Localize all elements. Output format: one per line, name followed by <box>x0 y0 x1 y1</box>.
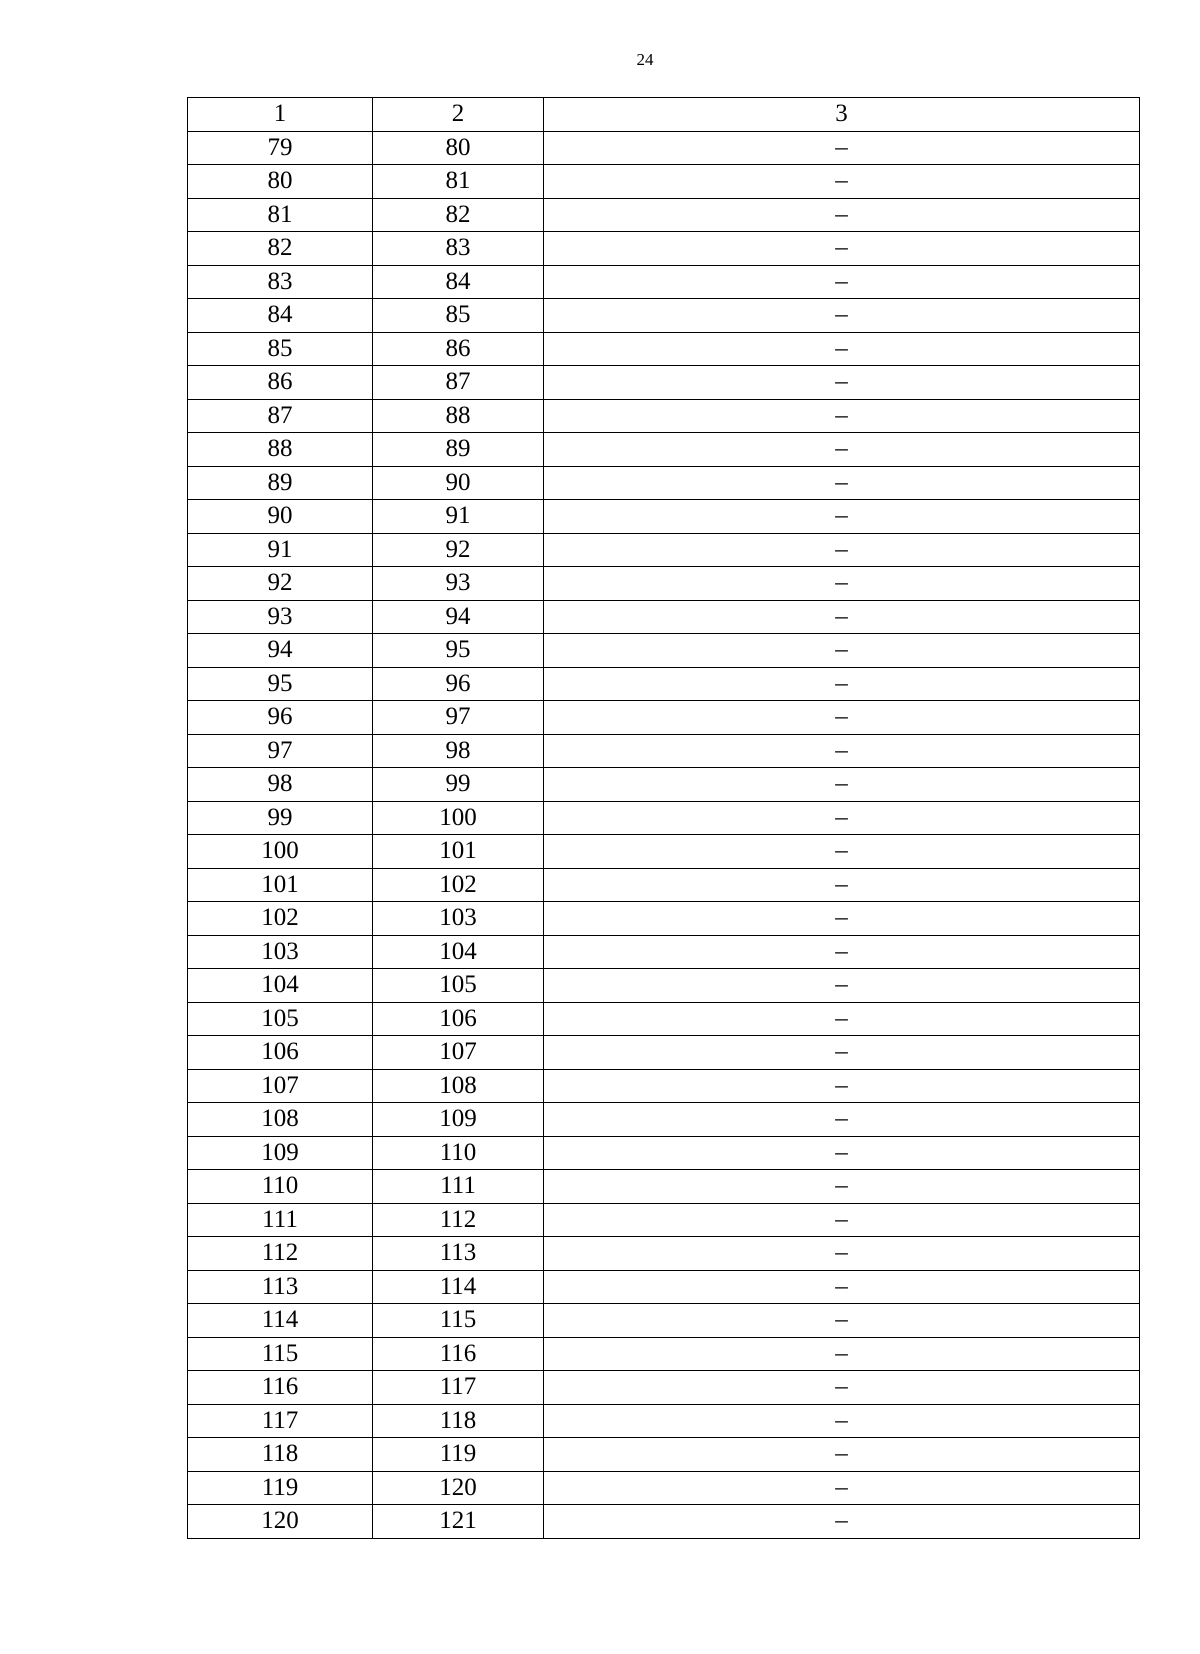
cell-col-2: 97 <box>373 701 544 735</box>
cell-col-1: 115 <box>188 1337 373 1371</box>
cell-col-1: 92 <box>188 567 373 601</box>
cell-col-3: – <box>544 667 1140 701</box>
cell-col-2: 92 <box>373 533 544 567</box>
cell-col-2: 80 <box>373 131 544 165</box>
cell-col-2: 121 <box>373 1505 544 1539</box>
cell-col-2: 96 <box>373 667 544 701</box>
table-row <box>188 701 1140 735</box>
cell-col-3: – <box>544 701 1140 735</box>
table-row <box>188 935 1140 969</box>
header-row <box>188 98 1140 132</box>
cell-col-2: 98 <box>373 734 544 768</box>
cell-col-2: 82 <box>373 198 544 232</box>
cell-col-3: – <box>544 433 1140 467</box>
cell-col-2: 104 <box>373 935 544 969</box>
table-row <box>188 165 1140 199</box>
cell-col-2: 108 <box>373 1069 544 1103</box>
cell-col-3: – <box>544 1036 1140 1070</box>
cell-col-3: – <box>544 567 1140 601</box>
cell-col-3: – <box>544 969 1140 1003</box>
table-row <box>188 198 1140 232</box>
cell-col-1: 97 <box>188 734 373 768</box>
table-row <box>188 1203 1140 1237</box>
cell-col-2: 117 <box>373 1371 544 1405</box>
cell-col-2: 110 <box>373 1136 544 1170</box>
cell-col-2: 116 <box>373 1337 544 1371</box>
cell-col-3: – <box>544 1270 1140 1304</box>
cell-col-1: 110 <box>188 1170 373 1204</box>
table-body <box>188 131 1140 1538</box>
cell-col-3: – <box>544 198 1140 232</box>
cell-col-2: 120 <box>373 1471 544 1505</box>
cell-col-2: 89 <box>373 433 544 467</box>
cell-col-1: 81 <box>188 198 373 232</box>
cell-col-2: 106 <box>373 1002 544 1036</box>
cell-col-3: – <box>544 935 1140 969</box>
column-header-1: 1 <box>188 98 373 132</box>
cell-col-3: – <box>544 1471 1140 1505</box>
cell-col-1: 116 <box>188 1371 373 1405</box>
cell-col-3: – <box>544 533 1140 567</box>
table-row <box>188 265 1140 299</box>
cell-col-1: 96 <box>188 701 373 735</box>
table-row <box>188 768 1140 802</box>
cell-col-3: – <box>544 366 1140 400</box>
cell-col-1: 104 <box>188 969 373 1003</box>
column-header-3: 3 <box>544 98 1140 132</box>
table-row <box>188 366 1140 400</box>
cell-col-2: 95 <box>373 634 544 668</box>
cell-col-1: 107 <box>188 1069 373 1103</box>
cell-col-3: – <box>544 835 1140 869</box>
cell-col-2: 99 <box>373 768 544 802</box>
table-row <box>188 433 1140 467</box>
cell-col-3: – <box>544 1136 1140 1170</box>
table-row <box>188 500 1140 534</box>
cell-col-1: 102 <box>188 902 373 936</box>
table-row <box>188 466 1140 500</box>
cell-col-3: – <box>544 600 1140 634</box>
cell-col-2: 90 <box>373 466 544 500</box>
table-row <box>188 1036 1140 1070</box>
cell-col-1: 109 <box>188 1136 373 1170</box>
cell-col-2: 87 <box>373 366 544 400</box>
table-row <box>188 1069 1140 1103</box>
cell-col-3: – <box>544 1304 1140 1338</box>
table-row <box>188 734 1140 768</box>
cell-col-2: 119 <box>373 1438 544 1472</box>
cell-col-3: – <box>544 299 1140 333</box>
cell-col-2: 113 <box>373 1237 544 1271</box>
cell-col-3: – <box>544 1404 1140 1438</box>
table-row <box>188 1170 1140 1204</box>
cell-col-1: 106 <box>188 1036 373 1070</box>
cell-col-2: 109 <box>373 1103 544 1137</box>
table-row <box>188 533 1140 567</box>
cell-col-1: 118 <box>188 1438 373 1472</box>
table-row <box>188 868 1140 902</box>
cell-col-3: – <box>544 1170 1140 1204</box>
table-row <box>188 1103 1140 1137</box>
cell-col-2: 83 <box>373 232 544 266</box>
cell-col-1: 113 <box>188 1270 373 1304</box>
cell-col-1: 117 <box>188 1404 373 1438</box>
cell-col-3: – <box>544 500 1140 534</box>
cell-col-3: – <box>544 734 1140 768</box>
cell-col-2: 107 <box>373 1036 544 1070</box>
cell-col-3: – <box>544 1069 1140 1103</box>
cell-col-2: 86 <box>373 332 544 366</box>
cell-col-3: – <box>544 399 1140 433</box>
cell-col-3: – <box>544 1103 1140 1137</box>
table-row <box>188 634 1140 668</box>
cell-col-3: – <box>544 902 1140 936</box>
table-row <box>188 131 1140 165</box>
cell-col-3: – <box>544 232 1140 266</box>
cell-col-3: – <box>544 466 1140 500</box>
column-header-2: 2 <box>373 98 544 132</box>
cell-col-2: 105 <box>373 969 544 1003</box>
table-row <box>188 1237 1140 1271</box>
table-row <box>188 902 1140 936</box>
cell-col-3: – <box>544 1337 1140 1371</box>
data-table <box>187 97 1140 1539</box>
cell-col-1: 103 <box>188 935 373 969</box>
cell-col-2: 91 <box>373 500 544 534</box>
cell-col-3: – <box>544 868 1140 902</box>
cell-col-1: 98 <box>188 768 373 802</box>
table-row <box>188 1438 1140 1472</box>
cell-col-3: – <box>544 131 1140 165</box>
table-header <box>188 98 1140 132</box>
table-row <box>188 1136 1140 1170</box>
cell-col-1: 86 <box>188 366 373 400</box>
cell-col-1: 80 <box>188 165 373 199</box>
cell-col-1: 88 <box>188 433 373 467</box>
cell-col-2: 84 <box>373 265 544 299</box>
cell-col-1: 83 <box>188 265 373 299</box>
cell-col-1: 94 <box>188 634 373 668</box>
table-row <box>188 299 1140 333</box>
cell-col-1: 101 <box>188 868 373 902</box>
table-row <box>188 1002 1140 1036</box>
table-row <box>188 835 1140 869</box>
cell-col-3: – <box>544 1505 1140 1539</box>
cell-col-3: – <box>544 1002 1140 1036</box>
table-row <box>188 399 1140 433</box>
cell-col-2: 114 <box>373 1270 544 1304</box>
cell-col-1: 84 <box>188 299 373 333</box>
cell-col-3: – <box>544 1203 1140 1237</box>
cell-col-2: 118 <box>373 1404 544 1438</box>
cell-col-1: 119 <box>188 1471 373 1505</box>
table-row <box>188 1270 1140 1304</box>
cell-col-1: 108 <box>188 1103 373 1137</box>
cell-col-2: 81 <box>373 165 544 199</box>
cell-col-3: – <box>544 634 1140 668</box>
cell-col-1: 100 <box>188 835 373 869</box>
table-row <box>188 567 1140 601</box>
table-row <box>188 600 1140 634</box>
cell-col-2: 94 <box>373 600 544 634</box>
table-row <box>188 1505 1140 1539</box>
cell-col-3: – <box>544 1438 1140 1472</box>
cell-col-1: 99 <box>188 801 373 835</box>
cell-col-1: 90 <box>188 500 373 534</box>
cell-col-2: 115 <box>373 1304 544 1338</box>
cell-col-1: 79 <box>188 131 373 165</box>
cell-col-1: 114 <box>188 1304 373 1338</box>
cell-col-3: – <box>544 801 1140 835</box>
page-number: 24 <box>636 50 654 69</box>
table-row <box>188 1404 1140 1438</box>
cell-col-1: 93 <box>188 600 373 634</box>
cell-col-3: – <box>544 265 1140 299</box>
table-row <box>188 667 1140 701</box>
table-row <box>188 801 1140 835</box>
cell-col-2: 103 <box>373 902 544 936</box>
table-row <box>188 1371 1140 1405</box>
cell-col-3: – <box>544 768 1140 802</box>
cell-col-1: 105 <box>188 1002 373 1036</box>
cell-col-2: 88 <box>373 399 544 433</box>
table-row <box>188 1471 1140 1505</box>
cell-col-1: 89 <box>188 466 373 500</box>
cell-col-1: 111 <box>188 1203 373 1237</box>
cell-col-1: 120 <box>188 1505 373 1539</box>
cell-col-3: – <box>544 1237 1140 1271</box>
table-row <box>188 332 1140 366</box>
cell-col-1: 85 <box>188 332 373 366</box>
table-row <box>188 969 1140 1003</box>
cell-col-2: 111 <box>373 1170 544 1204</box>
cell-col-3: – <box>544 165 1140 199</box>
cell-col-3: – <box>544 332 1140 366</box>
cell-col-2: 112 <box>373 1203 544 1237</box>
table-row <box>188 1337 1140 1371</box>
cell-col-1: 82 <box>188 232 373 266</box>
cell-col-1: 91 <box>188 533 373 567</box>
cell-col-1: 87 <box>188 399 373 433</box>
table-row <box>188 232 1140 266</box>
cell-col-2: 102 <box>373 868 544 902</box>
cell-col-1: 112 <box>188 1237 373 1271</box>
cell-col-2: 85 <box>373 299 544 333</box>
cell-col-2: 93 <box>373 567 544 601</box>
cell-col-1: 95 <box>188 667 373 701</box>
cell-col-2: 101 <box>373 835 544 869</box>
table-row <box>188 1304 1140 1338</box>
cell-col-2: 100 <box>373 801 544 835</box>
cell-col-3: – <box>544 1371 1140 1405</box>
